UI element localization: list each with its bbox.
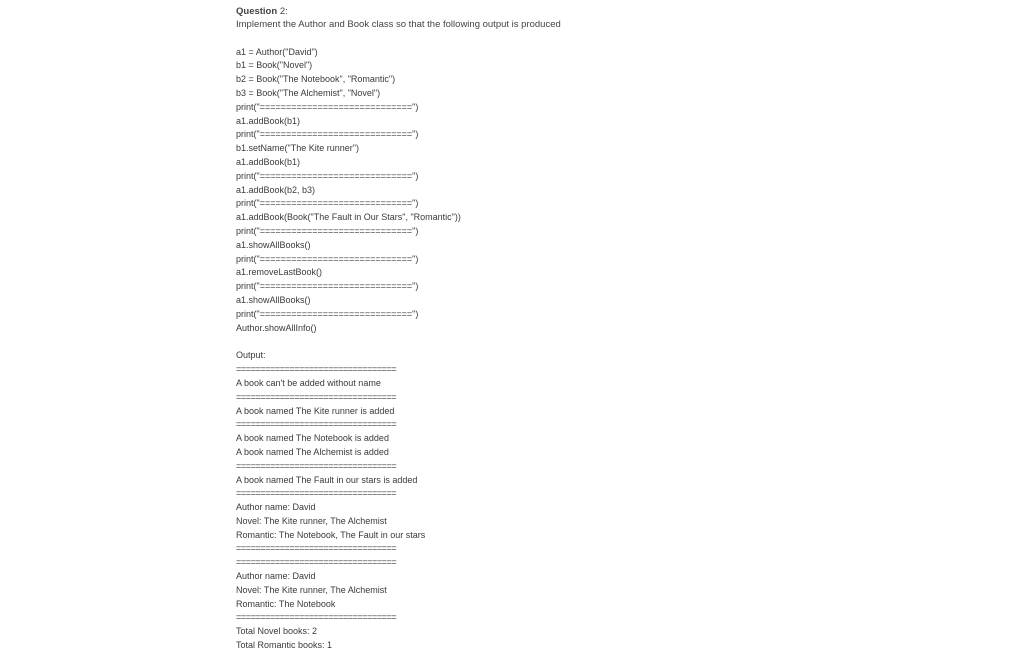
code-line: a1.removeLastBook() — [236, 267, 323, 278]
output-separator: ================================= — [236, 460, 397, 471]
question-label: Question — [236, 6, 278, 17]
code-line: a1.showAllBooks() — [236, 239, 311, 250]
code-line: print("=============================") — [236, 198, 419, 209]
code-line: a1.addBook(b1) — [236, 156, 301, 167]
output-separator: ================================= — [236, 419, 397, 430]
output-separator: ================================= — [236, 543, 397, 554]
code-line: a1.showAllBooks() — [236, 294, 311, 305]
output-line: A book named The Alchemist is added — [236, 446, 389, 457]
output-separator: ================================= — [236, 488, 397, 499]
output-line: A book named The Kite runner is added — [236, 405, 395, 416]
code-line: b2 = Book("The Notebook", "Romantic") — [236, 74, 396, 85]
code-line: print("=============================") — [236, 308, 419, 319]
code-line: print("=============================") — [236, 253, 419, 264]
code-line: print("=============================") — [236, 129, 419, 140]
question-number: 2: — [279, 6, 288, 17]
code-line: a1.addBook(b1) — [236, 115, 301, 126]
code-line: print("=============================") — [236, 225, 419, 236]
code-line: Author.showAllInfo() — [236, 322, 317, 333]
output-line: Author name: David — [236, 502, 316, 513]
output-line: Novel: The Kite runner, The Alchemist — [236, 515, 387, 526]
output-line: Novel: The Kite runner, The Alchemist — [236, 584, 387, 595]
output-separator: ================================= — [236, 391, 397, 402]
code-line: a1 = Author("David") — [236, 46, 318, 57]
question-document — [236, 5, 796, 653]
output-label: Output: — [236, 350, 266, 361]
output-separator: ================================= — [236, 364, 397, 375]
code-line: b1.setName("The Kite runner") — [236, 143, 359, 154]
output-line: A book named The Notebook is added — [236, 433, 389, 444]
code-line: a1.addBook(b2, b3) — [236, 184, 316, 195]
output-line: Author name: David — [236, 571, 316, 582]
question-prompt: Implement the Author and Book class so that the following output is produced — [236, 19, 561, 30]
question-heading — [236, 5, 796, 18]
output-block — [236, 363, 796, 653]
output-line: Total Novel books: 2 — [236, 626, 318, 637]
code-line: print("=============================") — [236, 170, 419, 181]
output-line: A book named The Fault in our stars is added — [236, 474, 418, 485]
output-separator: ================================= — [236, 612, 397, 623]
code-block — [236, 46, 796, 336]
output-separator: ================================= — [236, 557, 397, 568]
code-line: print("=============================") — [236, 281, 419, 292]
output-line: Romantic: The Notebook, The Fault in our stars — [236, 529, 426, 540]
output-line: A book can't be added without name — [236, 377, 381, 388]
code-line: b1 = Book("Novel") — [236, 60, 313, 71]
code-line: a1.addBook(Book("The Fault in Our Stars", "Romantic")) — [236, 212, 461, 223]
output-line: Total Romantic books: 1 — [236, 640, 333, 651]
code-line: print("=============================") — [236, 101, 419, 112]
output-line: Romantic: The Notebook — [236, 598, 336, 609]
code-line: b3 = Book("The Alchemist", "Novel") — [236, 87, 381, 98]
